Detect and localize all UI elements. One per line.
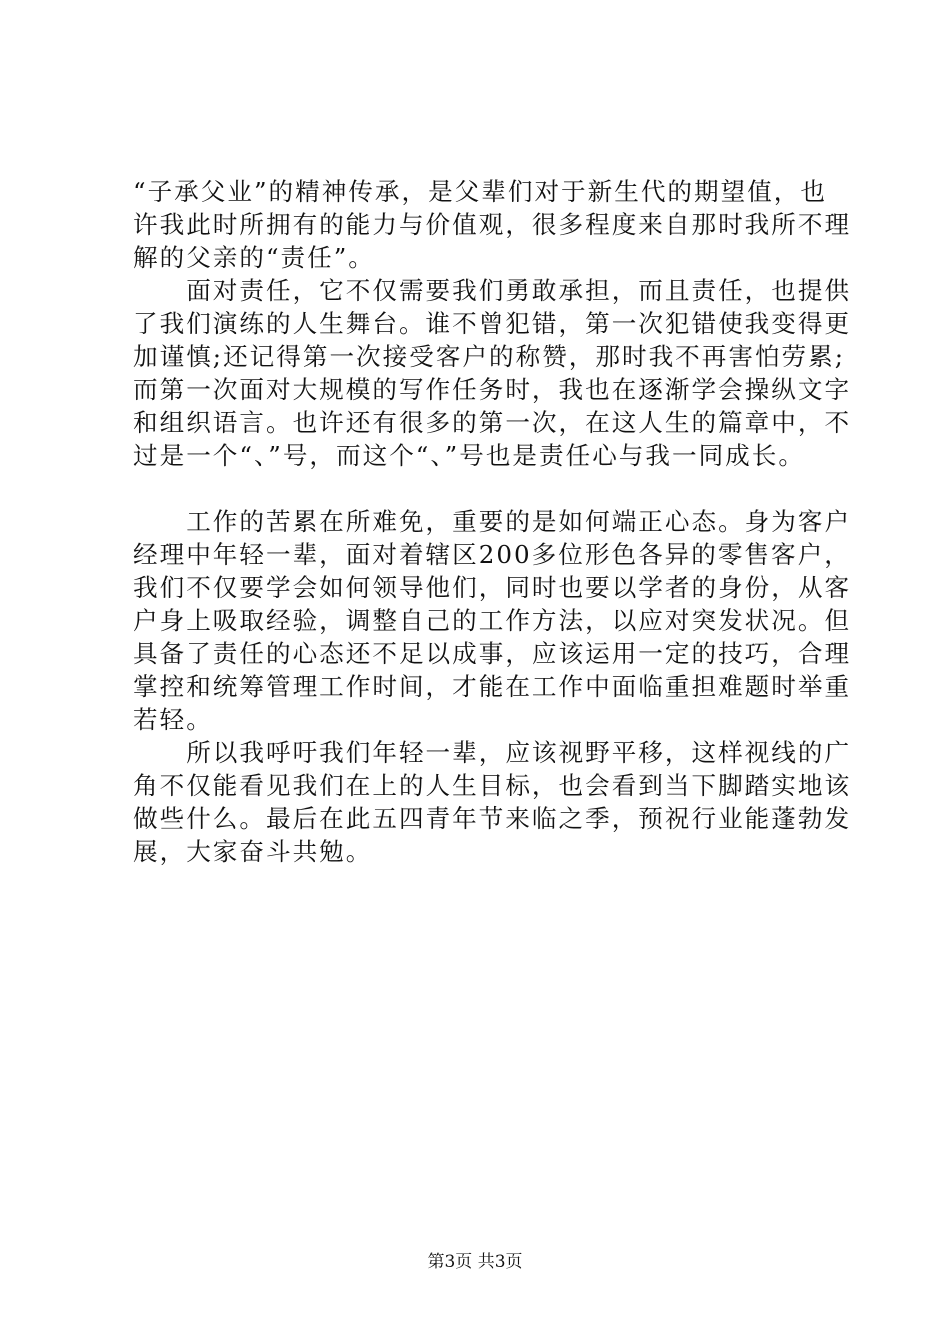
paragraph-line: 了我们演练的人生舞台。谁不曾犯错，第一次犯错使我变得更	[133, 309, 852, 338]
paragraph-line: 角不仅能看见我们在上的人生目标，也会看到当下脚踏实地该	[133, 771, 852, 800]
paragraph-line: 工作的苦累在所难免，重要的是如何端正心态。身为客户	[133, 507, 852, 536]
paragraph-line: “子承父业”的精神传承，是父辈们对于新生代的期望值，也	[133, 177, 827, 206]
paragraph-line: 经理中年轻一辈，面对着辖区200多位形色各异的零售客户，	[133, 540, 851, 569]
paragraph-line: 过是一个“、”号，而这个“、”号也是责任心与我一同成长。	[133, 441, 805, 470]
paragraph-line: 所以我呼吁我们年轻一辈，应该视野平移，这样视线的广	[133, 738, 852, 767]
paragraph-line: 做些什么。最后在此五四青年节来临之季，预祝行业能蓬勃发	[133, 804, 852, 833]
paragraph-line: 具备了责任的心态还不足以成事，应该运用一定的技巧，合理	[133, 639, 852, 668]
paragraph-line: 户身上吸取经验，调整自己的工作方法，以应对突发状况。但	[133, 606, 852, 635]
page-footer: 第3页 共3页	[427, 1252, 523, 1272]
paragraph-line: 掌控和统筹管理工作时间，才能在工作中面临重担难题时举重	[133, 672, 852, 701]
paragraph-line: 许我此时所拥有的能力与价值观，很多程度来自那时我所不理	[133, 210, 852, 239]
paragraph-line: 解的父亲的“责任”。	[133, 243, 375, 272]
paragraph-line: 加谨慎;还记得第一次接受客户的称赞，那时我不再害怕劳累;	[133, 342, 846, 371]
paragraph-line: 展，大家奋斗共勉。	[133, 837, 373, 866]
paragraph-line: 我们不仅要学会如何领导他们，同时也要以学者的身份，从客	[133, 573, 852, 602]
paragraph-line: 而第一次面对大规模的写作任务时，我也在逐渐学会操纵文字	[133, 375, 852, 404]
paragraph-line: 和组织语言。也许还有很多的第一次，在这人生的篇章中，不	[133, 408, 852, 437]
paragraph-line: 面对责任，它不仅需要我们勇敢承担，而且责任，也提供	[133, 276, 852, 305]
paragraph-line: 若轻。	[133, 705, 213, 734]
